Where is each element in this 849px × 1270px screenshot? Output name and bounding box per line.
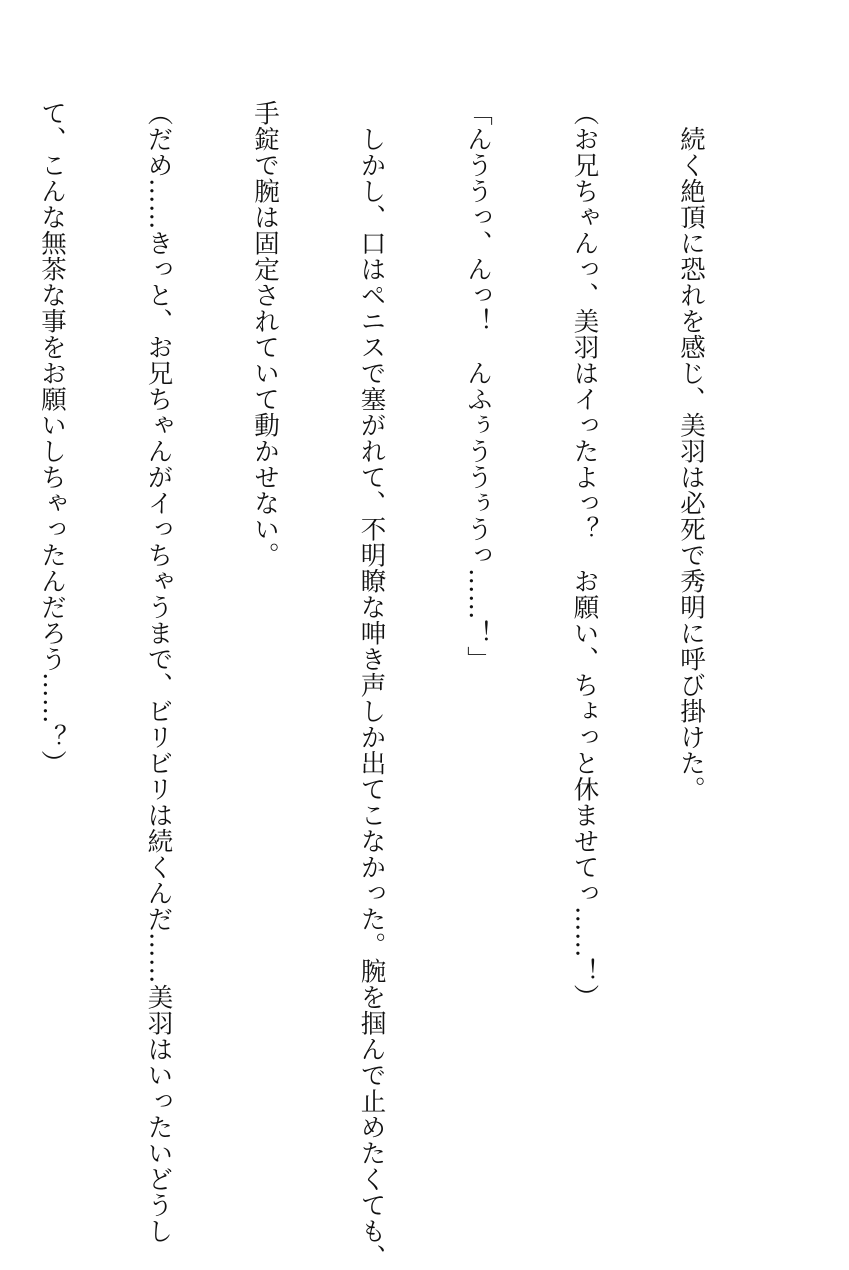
text-line: 続く絶頂に恐れを感じ、美羽は必死で秀明に呼び掛けた。 [676,100,706,802]
text-line: しかし、口はペニスで塞がれて、不明瞭な呻き声しか出てこなかった。腕を掴んで止めたくても、 [356,100,387,1270]
text-line: て、こんな無茶な事をお願いしちゃったんだろう……？） [37,100,67,776]
text-line: 手錠で腕は固定されていて動かせない。 [250,100,280,568]
text-line: 「んううっ、んっ！ んふぅううぅうっ……！」 [463,100,493,672]
vertical-text-body [37,100,779,1270]
text-line: （だめ……きっと、お兄ちゃんがイっちゃうまで、ビリビリは続くんだ……美羽はいったいどうし [143,100,174,1244]
text-line: （お兄ちゃんっ、美羽はイったよっ？ お願い、ちょっと休ませてっ……！） [569,100,600,1010]
